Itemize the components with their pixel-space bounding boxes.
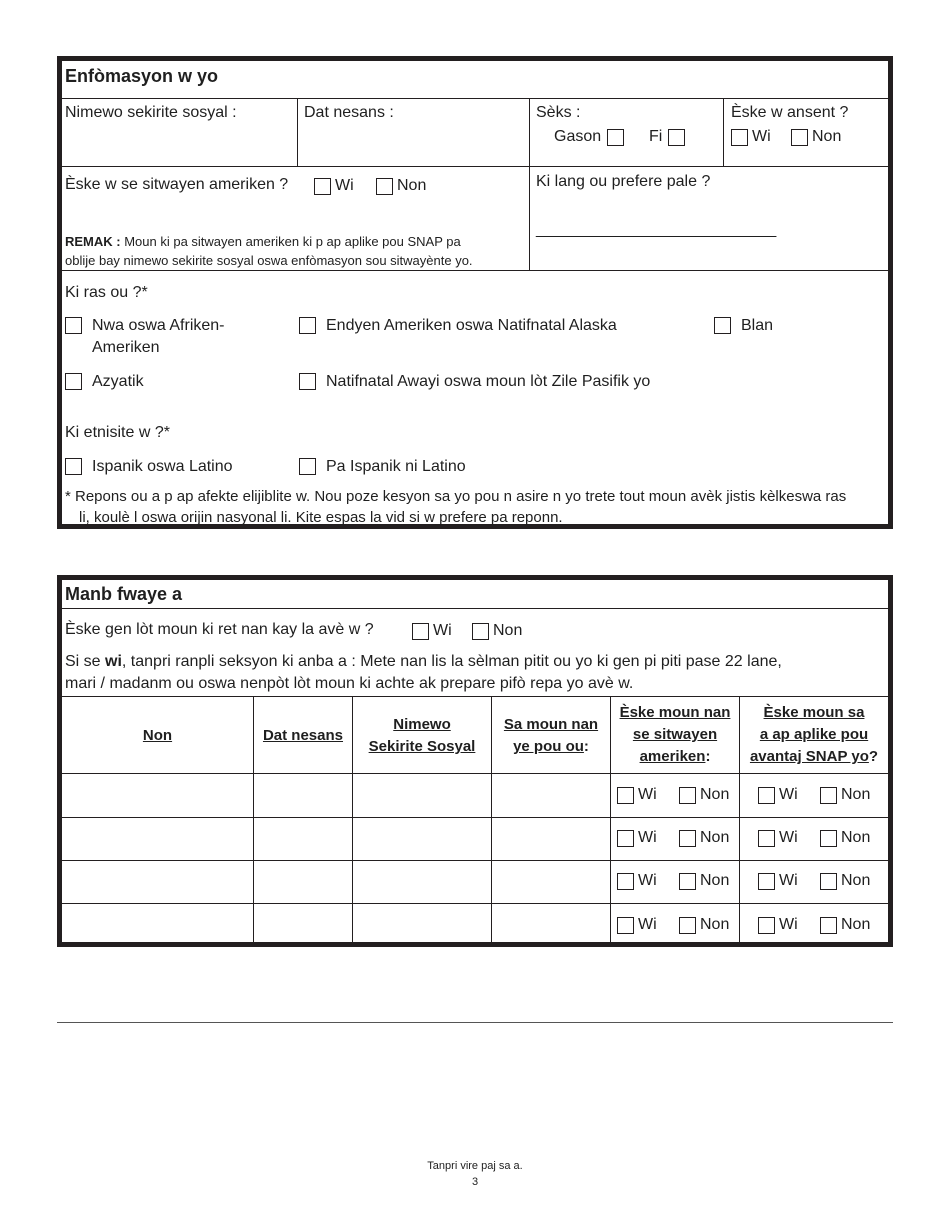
remark-text: Moun ki pa sitwayen ameriken ki p ap aplike pou SNAP pa [120, 234, 461, 249]
sex-male-option[interactable] [554, 127, 628, 147]
cit-header-1: Èske moun nan [619, 704, 731, 721]
sex-female-option[interactable] [649, 127, 689, 147]
personal-info-section [57, 56, 893, 529]
yes-label: Wi [638, 786, 657, 803]
instruction-line-2: mari / madanm ou oswa nenpòt lòt moun ki achte ak prepare pifò repa yo avè w. [65, 675, 634, 692]
dob-cell[interactable] [255, 774, 351, 817]
snap-no-option[interactable] [820, 871, 870, 891]
ssn-cell[interactable] [354, 774, 490, 817]
snap-no-checkbox[interactable] [820, 787, 837, 804]
eth-hispanic-checkbox[interactable] [65, 458, 82, 475]
race-white-checkbox[interactable] [714, 317, 731, 334]
household-no-checkbox[interactable] [472, 623, 489, 640]
dob-cell[interactable] [255, 861, 351, 903]
divider [529, 98, 530, 270]
divider [723, 98, 724, 166]
citizen-no-option[interactable] [376, 176, 426, 196]
citizen-yes-option[interactable] [617, 915, 657, 935]
household-members-section [57, 575, 893, 947]
race-black-checkbox[interactable] [65, 317, 82, 334]
ssn-header-1: Nimewo [393, 716, 451, 733]
bottom-rule [57, 1022, 893, 1023]
pregnant-yes-option[interactable] [731, 127, 771, 147]
remark-bold: REMAK : [65, 234, 121, 249]
race-black-text-1: Nwa oswa Afriken- [92, 317, 225, 334]
relationship-cell[interactable] [493, 904, 609, 947]
snap-no-checkbox[interactable] [820, 917, 837, 934]
no-label: Non [841, 829, 871, 846]
race-native-checkbox[interactable] [299, 317, 316, 334]
snap-no-checkbox[interactable] [820, 873, 837, 890]
snap-yes-checkbox[interactable] [758, 873, 775, 890]
citizen-yes-option[interactable] [617, 871, 657, 891]
sex-male-checkbox[interactable] [607, 129, 624, 146]
ssn-label: Nimewo sekirite sosyal : [65, 104, 237, 121]
divider [62, 608, 888, 609]
instr-rest: , tanpri ranpli seksyon ki anba a : Mete nan lis la sèlman pitit ou yo ki gen pi piti pase 22 lane, [121, 653, 782, 670]
table-row [62, 904, 888, 947]
snap-header-q: ? [868, 748, 879, 765]
ssn-field[interactable] [65, 124, 293, 164]
col-header-snap [740, 702, 888, 768]
household-yes-option[interactable] [412, 621, 452, 641]
race-label: Ki ras ou ?* [65, 284, 148, 301]
citizen-no-option[interactable] [679, 828, 729, 848]
yes-label: Wi [779, 872, 798, 889]
ssn-cell[interactable] [354, 818, 490, 860]
rel-header-colon: : [583, 738, 589, 755]
household-question [65, 620, 374, 640]
pregnant-yes-checkbox[interactable] [731, 129, 748, 146]
no-label: Non [700, 916, 730, 933]
citizen-no-checkbox[interactable] [679, 917, 696, 934]
name-cell[interactable] [64, 774, 251, 817]
no-label: Non [700, 829, 730, 846]
relationship-cell[interactable] [493, 818, 609, 860]
citizen-yes-option[interactable] [617, 828, 657, 848]
divider [62, 98, 888, 99]
snap-yes-checkbox[interactable] [758, 830, 775, 847]
race-black-text-2: Ameriken [92, 339, 160, 356]
no-label: Non [700, 872, 730, 889]
cit-header-3: ameriken [639, 748, 706, 765]
relationship-cell[interactable] [493, 861, 609, 903]
dob-field[interactable] [304, 124, 524, 164]
dob-label: Dat nesans : [304, 104, 394, 121]
snap-no-option[interactable] [820, 828, 870, 848]
yes-label: Wi [752, 128, 771, 145]
eth-not-hispanic-checkbox[interactable] [299, 458, 316, 475]
sex-male-label: Gason [554, 128, 602, 145]
snap-yes-checkbox[interactable] [758, 787, 775, 804]
race-black-label [92, 315, 225, 359]
snap-yes-option[interactable] [758, 785, 798, 805]
pregnant-no-checkbox[interactable] [791, 129, 808, 146]
snap-yes-checkbox[interactable] [758, 917, 775, 934]
citizen-no-checkbox[interactable] [679, 873, 696, 890]
citizen-yes-checkbox[interactable] [314, 178, 331, 195]
col-header-citizen [611, 702, 739, 768]
eth-not-hispanic-label: Pa Ispanik ni Latino [326, 458, 466, 475]
race-white-label: Blan [741, 317, 774, 334]
cit-header-colon: : [705, 748, 711, 765]
col-header-name: Non [142, 727, 173, 744]
no-label: Non [397, 177, 427, 194]
remark-line-1 [65, 232, 461, 251]
snap-yes-option[interactable] [758, 828, 798, 848]
rel-header-2: ye pou ou [513, 738, 584, 755]
snap-no-option[interactable] [820, 915, 870, 935]
pregnant-label: Èske w ansent ? [731, 104, 849, 121]
no-label: Non [493, 622, 523, 639]
dob-cell[interactable] [255, 818, 351, 860]
yes-label: Wi [779, 786, 798, 803]
yes-label: Wi [779, 829, 798, 846]
section-title: Enfòmasyon w yo [65, 66, 219, 86]
citizen-yes-checkbox[interactable] [617, 917, 634, 934]
race-native-label: Endyen Ameriken oswa Natifnatal Alaska [326, 317, 617, 334]
section-title: Manb fwaye a [65, 584, 183, 604]
snap-yes-option[interactable] [758, 871, 798, 891]
no-label: Non [812, 128, 842, 145]
table-row [62, 774, 888, 817]
yes-label: Wi [638, 872, 657, 889]
race-asian-label: Azyatik [92, 373, 144, 390]
citizen-no-option[interactable] [679, 915, 729, 935]
no-label: Non [841, 916, 871, 933]
citizen-yes-checkbox[interactable] [617, 787, 634, 804]
instruction-line-1 [65, 651, 782, 673]
language-label: Ki lang ou prefere pale ? [536, 173, 711, 190]
page-number: 3 [471, 1176, 479, 1188]
citizen-no-option[interactable] [679, 785, 729, 805]
citizen-no-checkbox[interactable] [376, 178, 393, 195]
instr-bold: wi [105, 653, 122, 670]
cit-header-2: se sitwayen [632, 726, 718, 743]
no-label: Non [841, 872, 871, 889]
divider [297, 98, 298, 166]
snap-header-2: a ap aplike pou [759, 726, 869, 743]
table-row [62, 818, 888, 860]
language-field[interactable]: ___________________________ [536, 221, 777, 238]
divider [62, 696, 888, 697]
ethnicity-label: Ki etnisite w ?* [65, 424, 170, 441]
household-yes-checkbox[interactable] [412, 623, 429, 640]
sex-female-checkbox[interactable] [668, 129, 685, 146]
footnote-line-2: li, koulè l oswa orijin nasyonal li. Kite espas la vid si w prefere pa reponn. [79, 509, 563, 526]
table-row [62, 861, 888, 903]
remark-line-2: oblije bay nimewo sekirite sosyal oswa enfòmasyon sou sitwayènte yo. [65, 253, 473, 268]
citizen-yes-checkbox[interactable] [617, 873, 634, 890]
citizen-yes-checkbox[interactable] [617, 830, 634, 847]
divider [62, 270, 888, 271]
col-header-ssn [353, 714, 491, 758]
snap-header-3: avantaj SNAP yo [749, 748, 869, 765]
no-label: Non [700, 786, 730, 803]
snap-no-checkbox[interactable] [820, 830, 837, 847]
citizen-no-option[interactable] [679, 871, 729, 891]
snap-yes-option[interactable] [758, 915, 798, 935]
citizen-no-checkbox[interactable] [679, 787, 696, 804]
race-pacific-checkbox[interactable] [299, 373, 316, 390]
col-header-dob: Dat nesans [262, 727, 344, 744]
race-asian-checkbox[interactable] [65, 373, 82, 390]
yes-label: Wi [638, 829, 657, 846]
race-pacific-label: Natifnatal Awayi oswa moun lòt Zile Pasifik yo [326, 373, 651, 390]
citizen-yes-option[interactable] [314, 176, 354, 196]
name-cell[interactable] [64, 904, 251, 947]
household-no-option[interactable] [472, 621, 522, 641]
ssn-cell[interactable] [354, 861, 490, 903]
dob-cell[interactable] [255, 904, 351, 947]
eth-hispanic-label: Ispanik oswa Latino [92, 458, 233, 475]
yes-label: Wi [433, 622, 452, 639]
no-label: Non [841, 786, 871, 803]
relationship-cell[interactable] [493, 774, 609, 817]
name-cell[interactable] [64, 818, 251, 860]
yes-label: Wi [638, 916, 657, 933]
citizen-label: Èske w se sitwayen ameriken ? [65, 176, 289, 193]
snap-header-1: Èske moun sa [763, 704, 865, 721]
sex-female-label: Fi [649, 128, 663, 145]
footer-note: Tanpri vire paj sa a. [427, 1160, 523, 1172]
instr-pre: Si se [65, 653, 106, 670]
ssn-header-2: Sekirite Sosyal [368, 738, 476, 755]
yes-label: Wi [779, 916, 798, 933]
pregnant-no-option[interactable] [791, 127, 841, 147]
yes-label: Wi [335, 177, 354, 194]
footnote-line-1: * Repons ou a p ap afekte elijiblite w. Nou poze kesyon sa yo pou n asire n yo trete tout moun avèk jistis kèlkeswa ras [65, 488, 847, 505]
snap-no-option[interactable] [820, 785, 870, 805]
name-cell[interactable] [64, 861, 251, 903]
sex-label: Sèks : [536, 104, 581, 121]
ssn-cell[interactable] [354, 904, 490, 947]
col-header-relationship [492, 714, 610, 758]
household-question-text: Èske gen lòt moun ki ret nan kay la avè w ? [65, 621, 374, 638]
divider [62, 166, 888, 167]
rel-header-1: Sa moun nan [503, 716, 599, 733]
citizen-no-checkbox[interactable] [679, 830, 696, 847]
citizen-yes-option[interactable] [617, 785, 657, 805]
